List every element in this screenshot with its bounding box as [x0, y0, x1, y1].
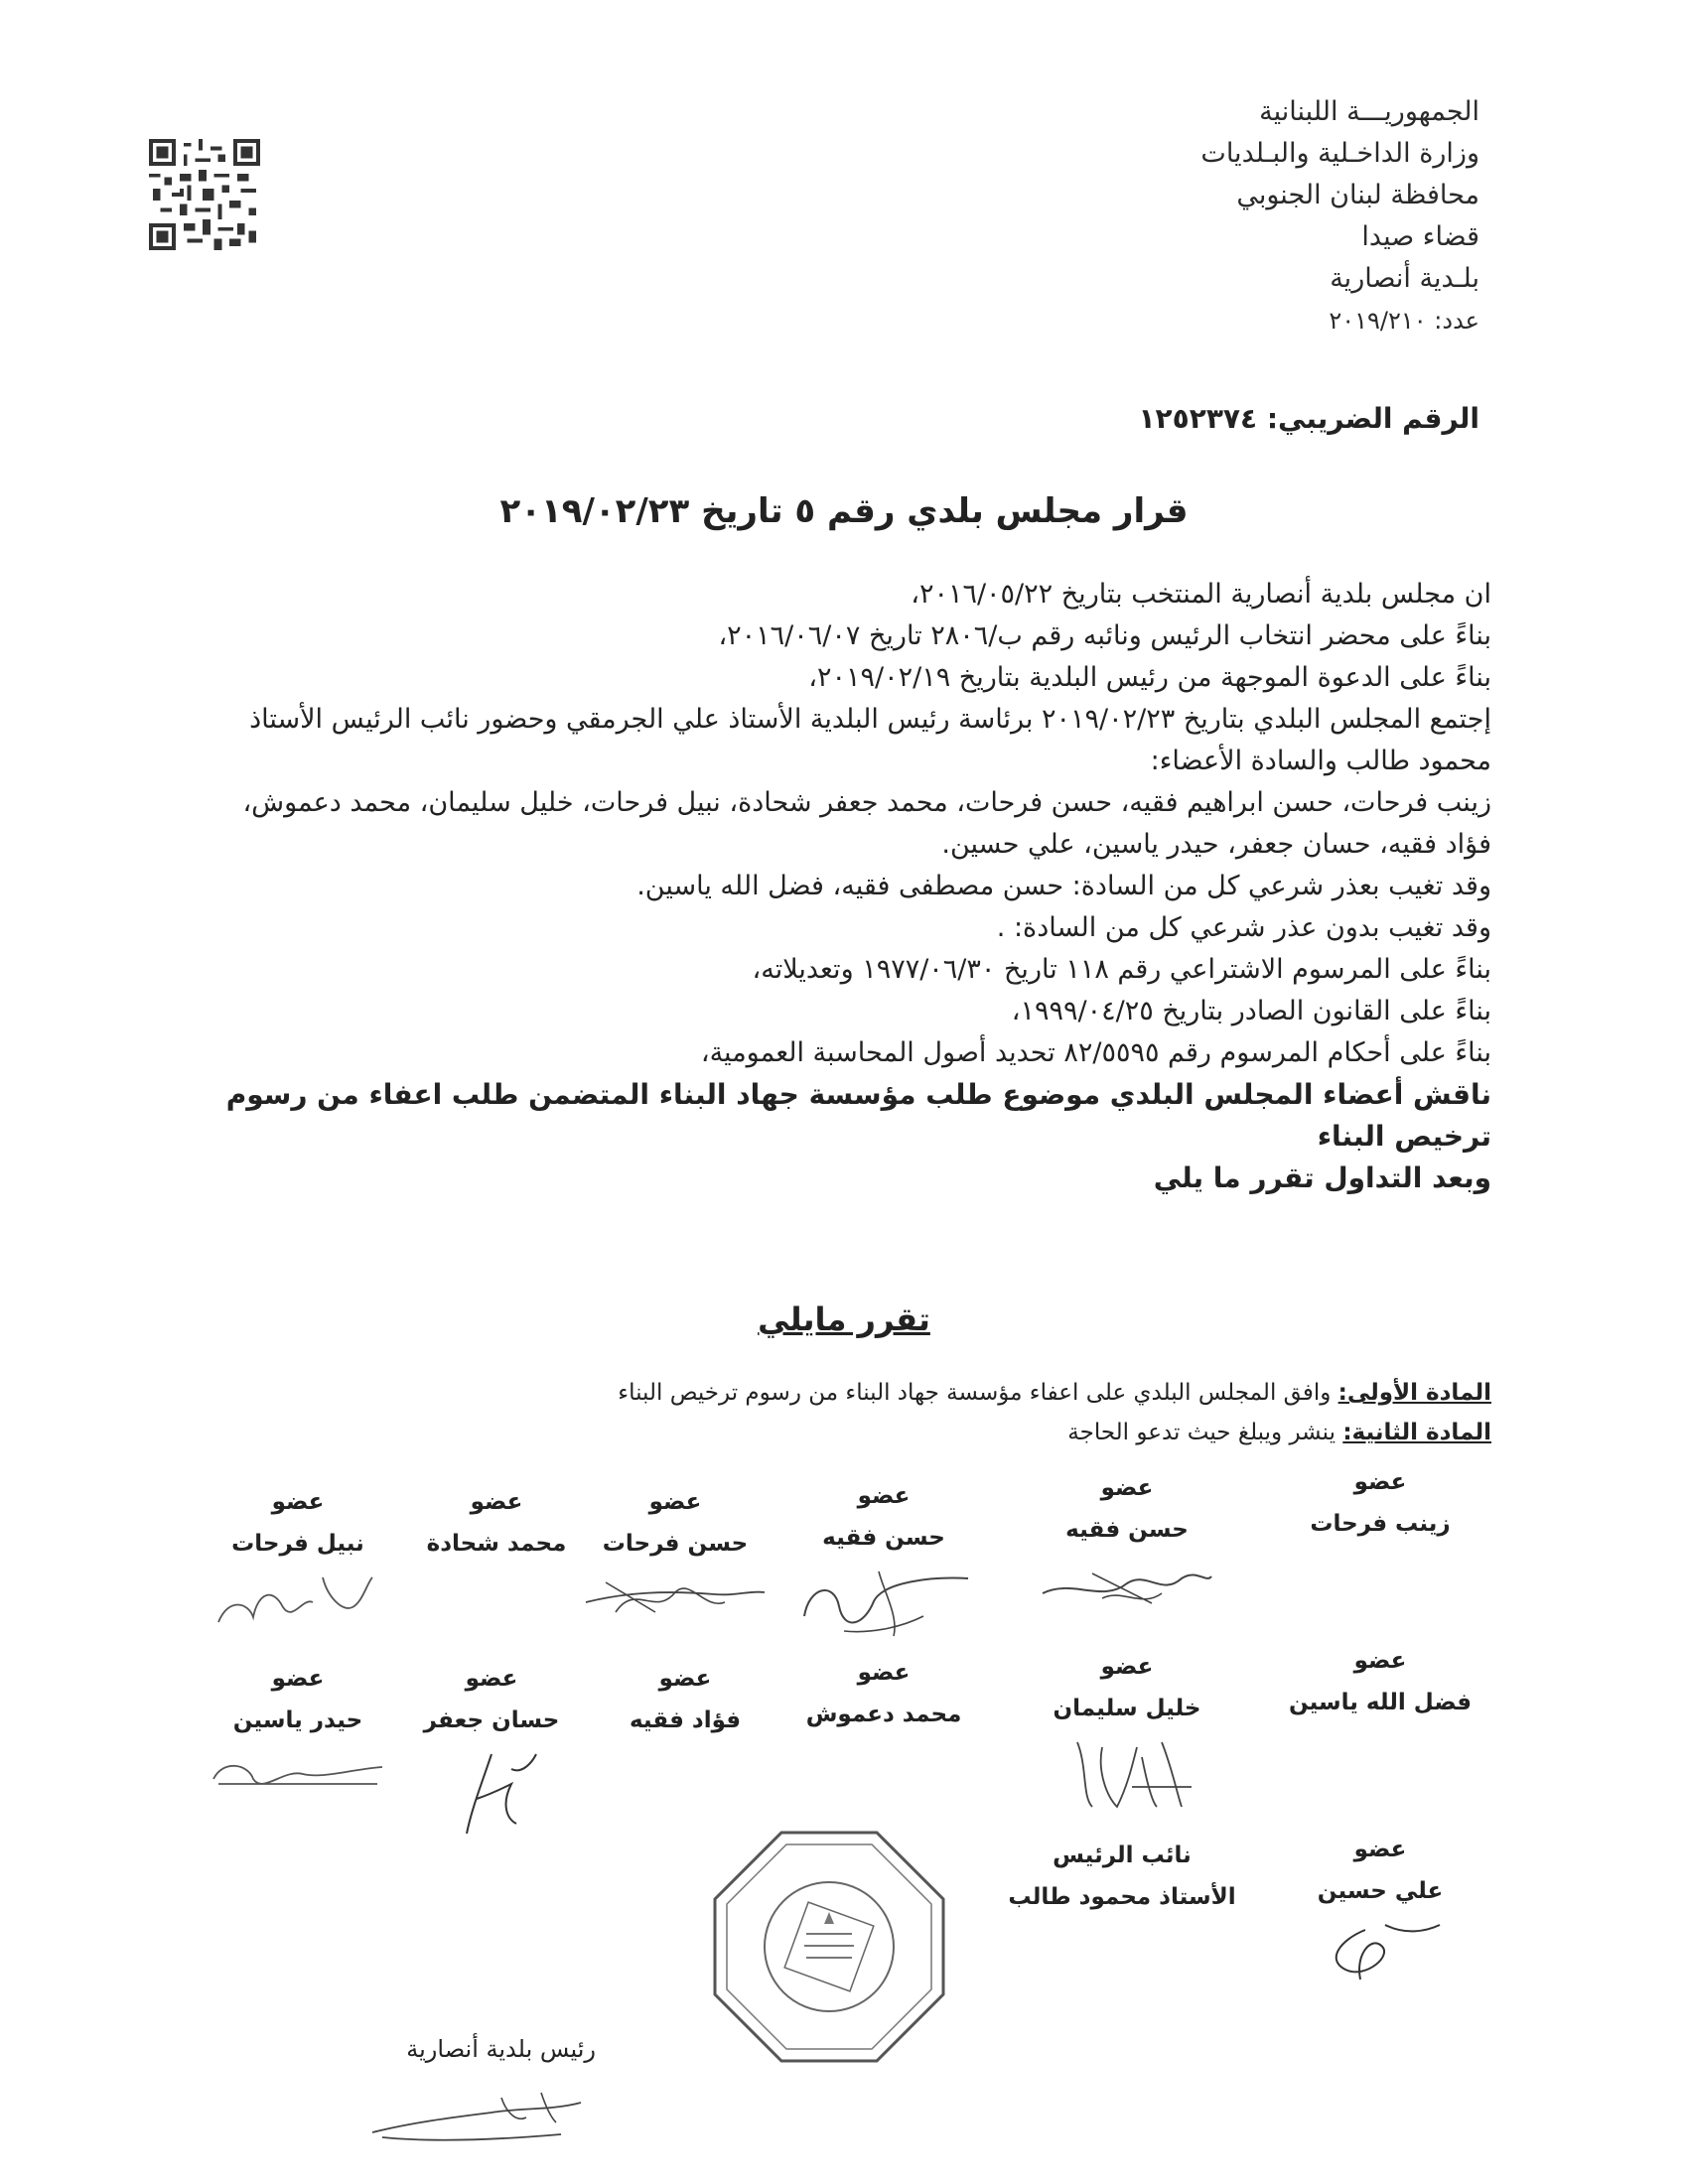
signature-block [784, 1483, 983, 1646]
deliberation-line: وبعد التداول تقرر ما يلي [1153, 1161, 1491, 1194]
signatory-title: عضو [658, 1666, 712, 1692]
signatory-title: عضو [271, 1489, 325, 1515]
signature-block [1281, 1837, 1479, 1989]
discussion-line: ناقش أعضاء المجلس البلدي موضوع طلب مؤسسة جهاد البناء المتضمن طلب اعفاء من رسوم ترخيص البناء [225, 1078, 1491, 1153]
body-line: ان مجلس بلدية أنصارية المنتخب بتاريخ ٢٠١٦/٠٥/٢٢، [911, 579, 1491, 610]
signatory-title: نائب الرئيس [1053, 1843, 1192, 1868]
signatory-name: محمد شحادة [426, 1531, 567, 1557]
signature-block [1028, 1654, 1226, 1817]
signatory-name: حسن فقيه [822, 1525, 945, 1551]
signatory-title: عضو [857, 1660, 911, 1686]
signature-block [576, 1489, 774, 1622]
signature-block [397, 1489, 596, 1557]
article-label: المادة الأولى: [1337, 1380, 1491, 1406]
official-stamp-icon [707, 1825, 951, 2069]
signatory-name: حسن فرحات [602, 1531, 749, 1557]
signature-block [199, 1666, 397, 1799]
article-text: ينشر ويبلغ حيث تدعو الحاجة [1067, 1420, 1343, 1445]
letterhead [923, 91, 1479, 341]
signatory-name: فؤاد فقيه [629, 1707, 742, 1733]
handwritten-signature [352, 2083, 601, 2152]
signature-block [199, 1489, 397, 1632]
decision-heading: تقرر مايلي [758, 1300, 930, 1338]
body-line: بناءً على الدعوة الموجهة من رئيس البلدية بتاريخ ٢٠١٩/٠٢/١٩، [808, 662, 1491, 693]
body-line: بناءً على أحكام المرسوم رقم ٨٢/٥٥٩٥ تحديد أصول المحاسبة العمومية، [700, 1037, 1491, 1068]
signatory-title: عضو [1353, 1469, 1407, 1495]
decision-title: قرار مجلس بلدي رقم ٥ تاريخ ٢٠١٩/٠٢/٢٣ [499, 491, 1189, 531]
letterhead-line: قضاء صيدا [1361, 221, 1479, 252]
article-two [201, 1420, 1491, 1445]
article-one [201, 1380, 1491, 1406]
letterhead-line: محافظة لبنان الجنوبي [1236, 180, 1479, 210]
body-line: بناءً على القانون الصادر بتاريخ ١٩٩٩/٠٤/٢٥، [1011, 996, 1491, 1026]
letterhead-line: الجمهوريـــة اللبنانية [1259, 96, 1479, 127]
signatory-title: عضو [1353, 1648, 1407, 1674]
article-label: المادة الثانية: [1342, 1420, 1491, 1445]
body-line: بناءً على المرسوم الاشتراعي رقم ١١٨ تاريخ ١٩٧٧/٠٦/٣٠ وتعديلاته، [752, 954, 1491, 985]
body-line: وقد تغيب بعذر شرعي كل من السادة: حسن مصطفى فقيه، فضل الله ياسين. [636, 871, 1491, 901]
handwritten-signature [1033, 1727, 1221, 1817]
signatory-name: فضل الله ياسين [1288, 1690, 1473, 1715]
signatory-title: عضو [470, 1489, 523, 1515]
signature-block [1028, 1475, 1226, 1618]
body-line: وقد تغيب بدون عذر شرعي كل من السادة: . [996, 912, 1491, 943]
signatory-name: حسن فقيه [1065, 1517, 1189, 1543]
signatory-title: عضو [465, 1666, 518, 1692]
body-line: بناءً على محضر انتخاب الرئيس ونائبه رقم ب/٢٨٠٦ تاريخ ٢٠١٦/٠٦/٠٧، [718, 620, 1491, 651]
signatory-name: زينب فرحات [1310, 1511, 1451, 1537]
signature-block [784, 1660, 983, 1727]
signature-block [1281, 1648, 1479, 1715]
signatory-name: نبيل فرحات [231, 1531, 364, 1557]
handwritten-signature [1286, 1910, 1475, 1989]
tax-number: الرقم الضريبي: ١٢٥٢٣٧٤ [1138, 402, 1479, 435]
signatory-name: خليل سليمان [1053, 1696, 1201, 1721]
signatory-title: عضو [648, 1489, 702, 1515]
signature-block [586, 1666, 784, 1733]
mayor-title: رئيس بلدية أنصارية [406, 2035, 596, 2063]
signatory-name: الأستاذ محمود طالب [1008, 1884, 1236, 1910]
body-line: إجتمع المجلس البلدي بتاريخ ٢٠١٩/٠٢/٢٣ برئاسة رئيس البلدية الأستاذ علي الجرمقي وحضور نائب الرئيس الأستاذ محمود طالب والسادة الأعضاء: [249, 704, 1491, 776]
signatory-title: عضو [271, 1666, 325, 1692]
signature-block [392, 1666, 591, 1839]
signatory-title: عضو [857, 1483, 911, 1509]
handwritten-signature [204, 1739, 392, 1799]
signatory-title: عضو [1353, 1837, 1407, 1862]
handwritten-signature [576, 1563, 774, 1622]
signatory-title: عضو [1100, 1654, 1154, 1680]
handwritten-signature [397, 1739, 586, 1839]
qr-code-icon [149, 139, 260, 250]
article-text: وافق المجلس البلدي على اعفاء مؤسسة جهاد البناء من رسوم ترخيص البناء [618, 1380, 1338, 1406]
signatory-name: حيدر ياسين [232, 1707, 363, 1733]
signatory-title: عضو [1100, 1475, 1154, 1501]
handwritten-signature [1033, 1549, 1221, 1618]
body-line: زينب فرحات، حسن ابراهيم فقيه، حسن فرحات، محمد جعفر شحادة، نبيل فرحات، خليل سليمان، محمد دعموش، فؤاد فقيه، حسان جعفر، حيدر ياسين، علي حسين. [242, 787, 1491, 860]
decision-body [211, 574, 1491, 1199]
letterhead-line: وزارة الداخـلية والبـلديات [1200, 138, 1479, 169]
signatory-name: علي حسين [1317, 1878, 1444, 1904]
handwritten-signature [784, 1557, 983, 1646]
signatory-name: محمد دعموش [805, 1702, 962, 1727]
letterhead-line: بلـدية أنصارية [1330, 263, 1479, 294]
vice-president-signature-block [1003, 1843, 1241, 1910]
signatory-name: حسان جعفر [423, 1707, 560, 1733]
reference-number: عدد: ٢٠١٩/٢١٠ [1329, 307, 1479, 335]
signature-block [1281, 1469, 1479, 1537]
handwritten-signature [204, 1563, 392, 1632]
